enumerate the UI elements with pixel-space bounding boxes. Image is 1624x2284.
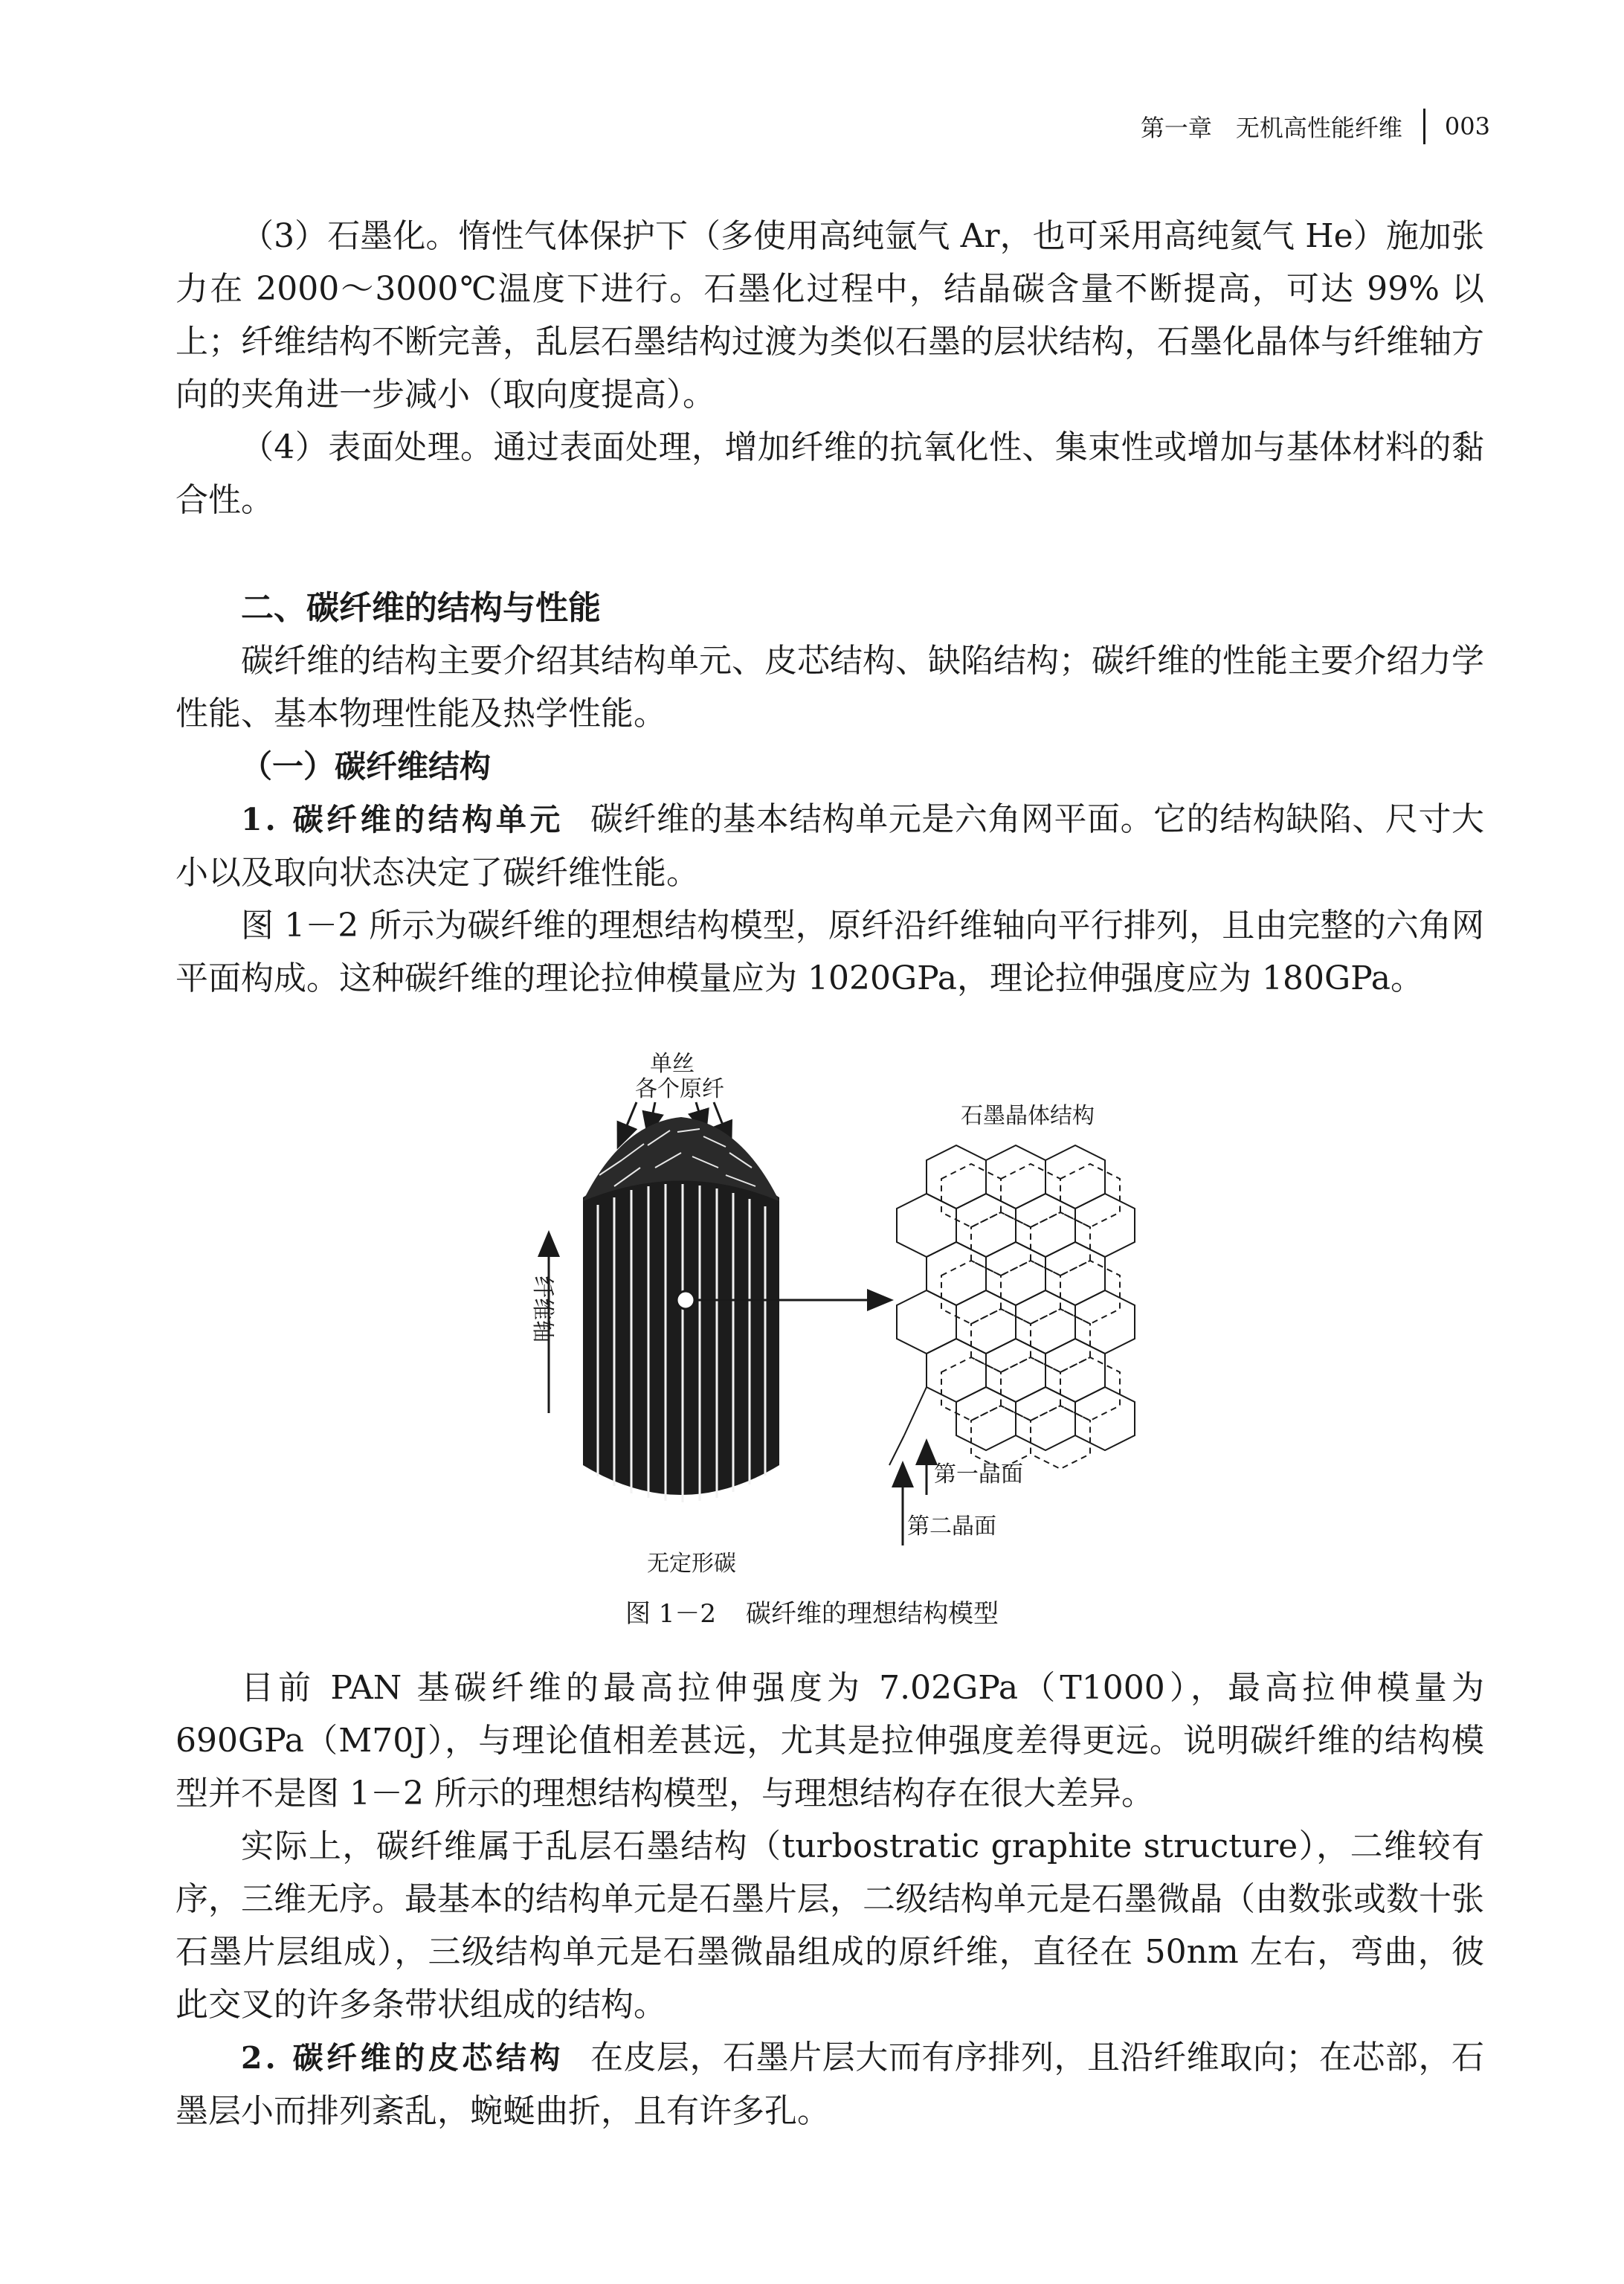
paragraph-skin-core <box>175 2031 1484 2137</box>
item1-label: 1. 碳纤维的结构单元 <box>241 802 564 837</box>
text-block-section <box>175 582 1484 1005</box>
figure-ideal-structure-model <box>510 1049 1157 1584</box>
figure-caption <box>0 1593 1624 1630</box>
text-block-top <box>175 210 1484 527</box>
caption-number: 图 1－2 <box>625 1599 717 1629</box>
fiber-bundle-illustration <box>583 1117 779 1502</box>
label-amorphous-carbon: 无定形碳 <box>647 1551 736 1577</box>
label-crystal-structure: 石墨晶体结构 <box>961 1103 1095 1129</box>
label-fiber-axis: 纤维轴 <box>529 1275 555 1342</box>
paragraph-structure-unit <box>175 793 1484 899</box>
item1-text: 碳纤维的基本结构单元是六角网平面。它的结构缺陷、尺寸大小以及取向状态决定了碳纤维性能。 <box>175 800 1485 892</box>
paragraph-graphitization: （3）石墨化。惰性气体保护下（多使用高纯氩气 Ar，也可采用高纯氦气 He）施加张力在 2000～3000℃温度下进行。石墨化过程中，结晶碳含量不断提高，可达 99% 以上；纤维结构不断完善，乱层石墨结构过渡为类似石墨的层状结构，石墨化晶体与纤维轴方向的夹角进一步减小（取向度提高）。 <box>175 217 1484 414</box>
caption-text: 碳纤维的理想结构模型 <box>746 1599 999 1629</box>
paragraph-figure-intro: 图 1－2 所示为碳纤维的理想结构模型，原纤沿纤维轴向平行排列，且由完整的六角网平面构成。这种碳纤维的理论拉伸模量应为 1020GPa，理论拉伸强度应为 180GPa。 <box>175 907 1484 997</box>
page-number: 003 <box>1444 112 1490 141</box>
header-divider <box>1423 109 1425 144</box>
paragraph-section-intro: 碳纤维的结构主要介绍其结构单元、皮芯结构、缺陷结构；碳纤维的性能主要介绍力学性能、基本物理性能及热学性能。 <box>175 642 1484 733</box>
item2-label: 2. 碳纤维的皮芯结构 <box>241 2040 564 2076</box>
label-filament: 单丝 <box>650 1051 695 1077</box>
subsection-heading: （一）碳纤维结构 <box>241 748 492 785</box>
label-fibrils: 各个原纤 <box>635 1076 724 1102</box>
label-first-plane: 第一晶面 <box>934 1461 1023 1487</box>
paragraph-turbostratic: 实际上，碳纤维属于乱层石墨结构（turbostratic graphite structure），二维较有序，三维无序。最基本的结构单元是石墨片层，二级结构单元是石墨微晶（由数张或数十张石墨片层组成），三级结构单元是石墨微晶组成的原纤维，直径在 50nm 左右，弯曲，彼此交叉的许多条带状组成的结构。 <box>175 1827 1484 2024</box>
running-header <box>1141 106 1490 147</box>
item2-text: 在皮层，石墨片层大而有序排列，且沿纤维取向；在芯部，石墨层小而排列紊乱，蜿蜒曲折，且有许多孔。 <box>175 2039 1485 2130</box>
text-block-bottom <box>175 1661 1484 2137</box>
paragraph-pan-strength: 目前 PAN 基碳纤维的最高拉伸强度为 7.02GPa（T1000），最高拉伸模量为 690GPa（M70J），与理论值相差甚远，尤其是拉伸强度差得更远。说明碳纤维的结构模型并不是图 1－2 所示的理想结构模型，与理想结构存在很大差异。 <box>175 1669 1484 1812</box>
chapter-title: 第一章 无机高性能纤维 <box>1140 114 1402 142</box>
section-heading: 二、碳纤维的结构与性能 <box>241 589 601 627</box>
paragraph-surface-treatment: （4）表面处理。通过表面处理，增加纤维的抗氧化性、集束性或增加与基体材料的黏合性。 <box>175 428 1484 519</box>
label-second-plane: 第二晶面 <box>907 1513 996 1540</box>
